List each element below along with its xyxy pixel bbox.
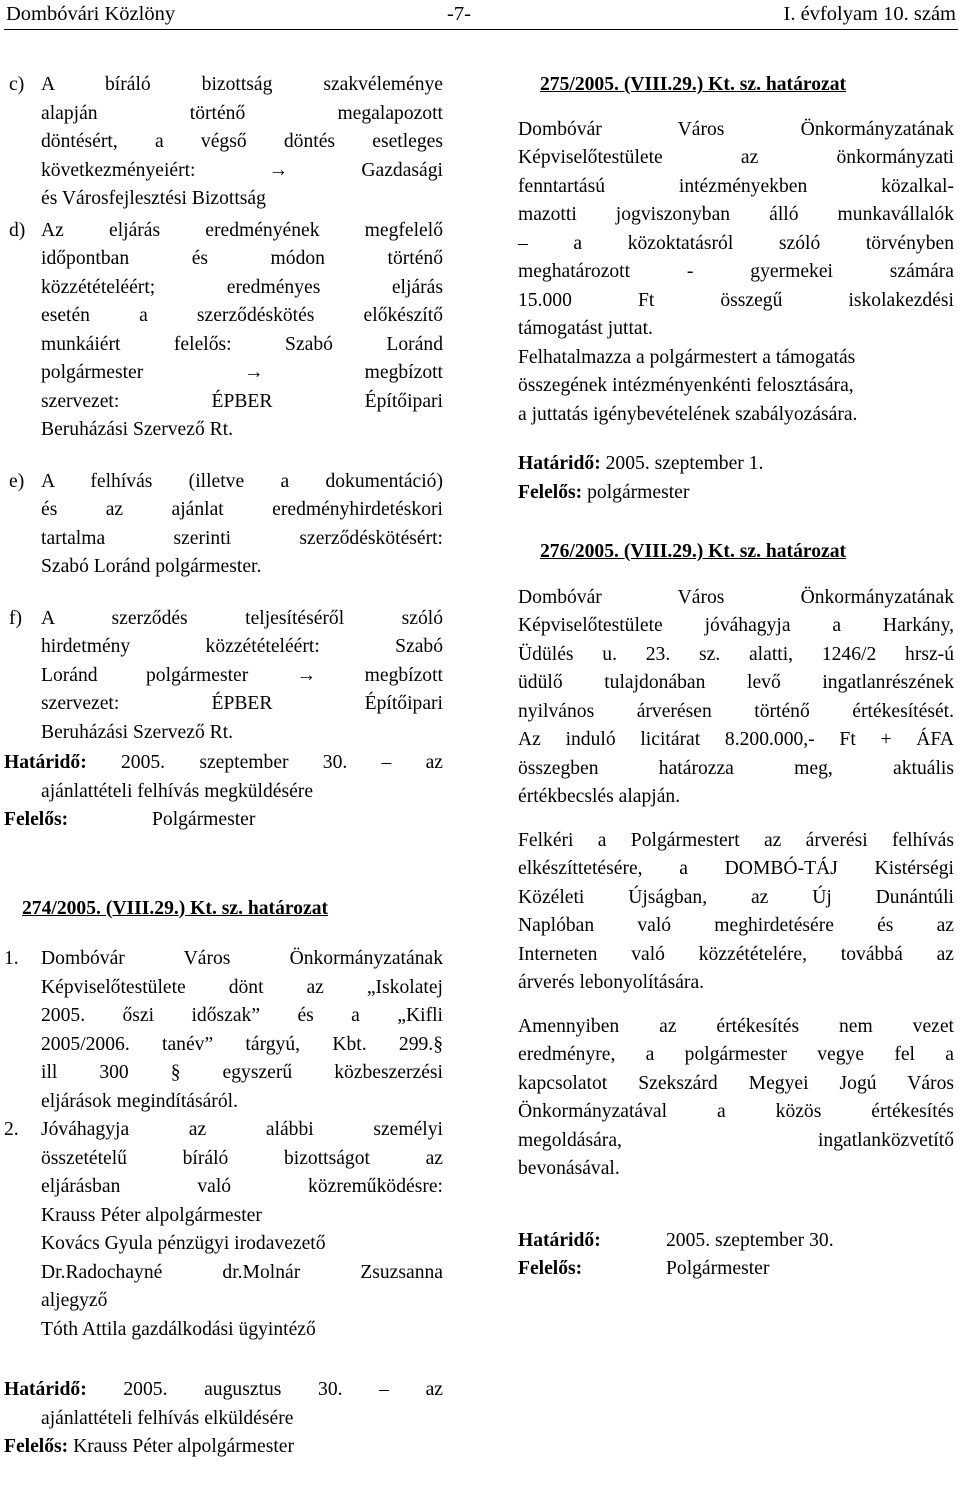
- text-line: Krauss Péter alpolgármester: [41, 1204, 262, 1226]
- publication-title: Dombóvári Közlöny: [6, 3, 176, 25]
- deadline-continuation: ajánlattételi felhívás megküldésére: [41, 780, 314, 802]
- resolution-276-paragraph-1: [518, 584, 954, 812]
- deadline-block-276: [518, 1227, 954, 1284]
- text-line: fenntartású intézményekben közalkal-: [518, 175, 954, 197]
- text-line: A bíráló bizottság szakvéleménye: [41, 74, 443, 95]
- left-column: [4, 71, 443, 1462]
- deadline-label: Határidő:: [518, 453, 601, 474]
- resolution-275-body: [518, 116, 954, 430]
- item-label: e): [9, 470, 25, 492]
- point-label: 2.: [4, 1119, 19, 1140]
- text-line: Dr.Radochayné dr.Molnár Zsuzsanna: [41, 1261, 443, 1283]
- item-label: d): [9, 219, 26, 241]
- responsible-value: polgármester: [587, 481, 690, 503]
- text-line: üdülő tulajdonában levő ingatlanrészének: [518, 672, 954, 693]
- deadline-block-2: [4, 1376, 443, 1462]
- text-line: Dombóvár Város Önkormányzatának: [518, 118, 954, 140]
- text-line: 15.000 Ft összegű iskolakezdési: [518, 289, 954, 311]
- text-line: mazotti jogviszonyban álló munkavállalók: [518, 204, 954, 225]
- text-line: árverés lebonyolítására.: [518, 972, 705, 993]
- responsible-label: Felelős:: [4, 809, 69, 830]
- text-line: eljárások megindításáról.: [41, 1090, 238, 1112]
- deadline-label: Határidő:: [4, 752, 87, 773]
- text-line: 2005. őszi időszak” és a „Kifli: [41, 1005, 443, 1026]
- responsible-label: Felelős:: [4, 1436, 69, 1457]
- text-line: Dombóvár Város Önkormányzatának: [41, 948, 443, 969]
- resolution-276-title: 276/2005. (VIII.29.) Kt. sz. határozat: [540, 541, 847, 562]
- text-line: – a közoktatásról szóló törvényben: [518, 232, 954, 254]
- issue-info: I. évfolyam 10. szám: [783, 3, 956, 25]
- text-line: és Városfejlesztési Bizottság: [41, 188, 266, 209]
- text-line: Kovács Gyula pénzügyi irodavezető: [41, 1233, 326, 1254]
- text-line: Az eljárás eredményének megfelelő: [41, 219, 443, 241]
- page-number: -7-: [447, 3, 471, 25]
- text-line: közzétételéért; eredményes eljárás: [41, 276, 443, 298]
- item-e: [9, 468, 443, 582]
- text-line: Szabó Loránd polgármester.: [41, 556, 262, 577]
- deadline-continuation: ajánlattételi felhívás elküldésére: [41, 1407, 294, 1429]
- text-line: összegének intézményenkénti felosztására,: [518, 375, 854, 396]
- text-line: meghatározott - gyermekei számára: [518, 261, 954, 282]
- text-line: támogatást juttat.: [518, 318, 653, 339]
- text-line: Naplóban való meghirdetésére és az: [518, 915, 954, 936]
- text-line: nyilvános árverésen történő értékesítését.: [518, 700, 954, 722]
- text-line: munkáiért felelős: Szabó Loránd: [41, 333, 443, 355]
- text-line: következményeiért: → Gazdasági: [41, 159, 443, 181]
- deadline-label: Határidő:: [518, 1229, 601, 1251]
- deadline-block-275: [518, 450, 954, 507]
- text-line: szervezet: ÉPBER Építőipari: [41, 390, 443, 412]
- item-f: [9, 605, 443, 748]
- text-line: megoldására, ingatlanközvetítő: [518, 1129, 954, 1151]
- text-line: Amennyiben az értékesítés nem vezet: [518, 1015, 954, 1037]
- text-line: és az ajánlat eredményhirdetéskori: [41, 499, 443, 520]
- text-line: Tóth Attila gazdálkodási ügyintéző: [41, 1318, 316, 1340]
- text-line: értékbecslés alapján.: [518, 786, 681, 807]
- deadline-value: 2005. augusztus 30. – az: [123, 1379, 443, 1400]
- item-label: c): [9, 74, 25, 95]
- item-d: [9, 217, 443, 445]
- deadline-label: Határidő:: [4, 1379, 87, 1400]
- deadline-value: 2005. szeptember 30. – az: [120, 752, 443, 773]
- deadline-block-1: [4, 749, 443, 835]
- resolution-276-paragraph-2: [518, 827, 954, 998]
- item-label: f): [9, 607, 23, 629]
- text-line: összegben határozza meg, aktuális: [518, 757, 954, 779]
- responsible-value: Krauss Péter alpolgármester: [73, 1436, 295, 1457]
- text-line: eredményre, a polgármester vegye fel a: [518, 1044, 954, 1065]
- text-line: Dombóvár Város Önkormányzatának: [518, 586, 954, 608]
- text-line: Beruházási Szervező Rt.: [41, 419, 234, 440]
- text-line: polgármester → megbízott: [41, 362, 443, 383]
- text-line: alapján történő megalapozott: [41, 102, 443, 124]
- text-line: Felkéri a Polgármestert az árverési felhívás: [518, 829, 954, 851]
- text-line: kapcsolatot Szekszárd Megyei Jogú Város: [518, 1072, 954, 1094]
- text-line: Képviselőtestülete jóváhagyja a Harkány,: [518, 615, 954, 636]
- text-line: Önkormányzatával a közös értékesítés: [518, 1101, 954, 1122]
- text-line: döntésért, a végső döntés esetleges: [41, 131, 443, 152]
- responsible-label: Felelős:: [518, 481, 583, 503]
- point-label: 1.: [4, 948, 19, 969]
- text-line: esetén a szerződéskötés előkészítő: [41, 305, 443, 326]
- text-line: Üdülés u. 23. sz. alatti, 1246/2 hrsz-ú: [518, 643, 954, 665]
- text-line: időpontban és módon történő: [41, 248, 443, 269]
- text-line: a juttatás igénybevételének szabályozására.: [518, 403, 858, 425]
- responsible-value: Polgármester: [152, 809, 256, 830]
- text-line: szervezet: ÉPBER Építőipari: [41, 693, 443, 714]
- text-line: A szerződés teljesítéséről szóló: [41, 607, 443, 629]
- text-line: bevonásával.: [518, 1158, 620, 1179]
- responsible-label: Felelős:: [518, 1258, 583, 1279]
- resolution-276-paragraph-3: [518, 1013, 954, 1184]
- text-line: tartalma szerinti szerződéskötésért:: [41, 527, 443, 549]
- text-line: A felhívás (illetve a dokumentáció): [41, 470, 443, 492]
- page-header: [6, 0, 956, 30]
- text-line: összetételű bíráló bizottságot az: [41, 1147, 443, 1169]
- text-line: Felhatalmazza a polgármestert a támogatás: [518, 346, 856, 368]
- text-line: Loránd polgármester → megbízott: [41, 664, 443, 686]
- text-line: Az induló licitárat 8.200.000,- Ft + ÁFA: [518, 729, 954, 750]
- text-line: aljegyző: [41, 1290, 108, 1311]
- text-line: Interneten való közzétételére, továbbá az: [518, 943, 954, 965]
- right-column: [518, 71, 954, 1284]
- header-divider: [4, 29, 958, 30]
- deadline-value: 2005. szeptember 1.: [605, 453, 764, 474]
- deadline-value: 2005. szeptember 30.: [666, 1229, 834, 1251]
- text-line: eljárásban való közreműködésre:: [41, 1176, 443, 1197]
- text-line: elkészíttetésére, a DOMBÓ-TÁJ Kistérségi: [518, 858, 954, 879]
- resolution-275-title: 275/2005. (VIII.29.) Kt. sz. határozat: [540, 74, 847, 95]
- item-c: [9, 71, 443, 214]
- resolution-274-title: 274/2005. (VIII.29.) Kt. sz. határozat: [22, 897, 329, 919]
- resolution-274-point-1: [4, 945, 443, 1116]
- text-line: Jóváhagyja az alábbi személyi: [41, 1119, 443, 1140]
- text-line: Beruházási Szervező Rt.: [41, 721, 234, 743]
- text-line: Közéleti Újságban, az Új Dunántúli: [518, 886, 954, 908]
- text-line: ill 300 § egyszerű közbeszerzési: [41, 1062, 443, 1083]
- text-line: Képviselőtestülete az önkormányzati: [518, 147, 954, 168]
- resolution-274-point-2: [4, 1116, 443, 1344]
- text-line: Képviselőtestülete dönt az „Iskolatej: [41, 976, 443, 998]
- text-line: hirdetmény közzétételéért: Szabó: [41, 636, 443, 657]
- text-line: 2005/2006. tanév” tárgyú, Kbt. 299.§: [41, 1033, 443, 1055]
- responsible-value: Polgármester: [666, 1258, 770, 1279]
